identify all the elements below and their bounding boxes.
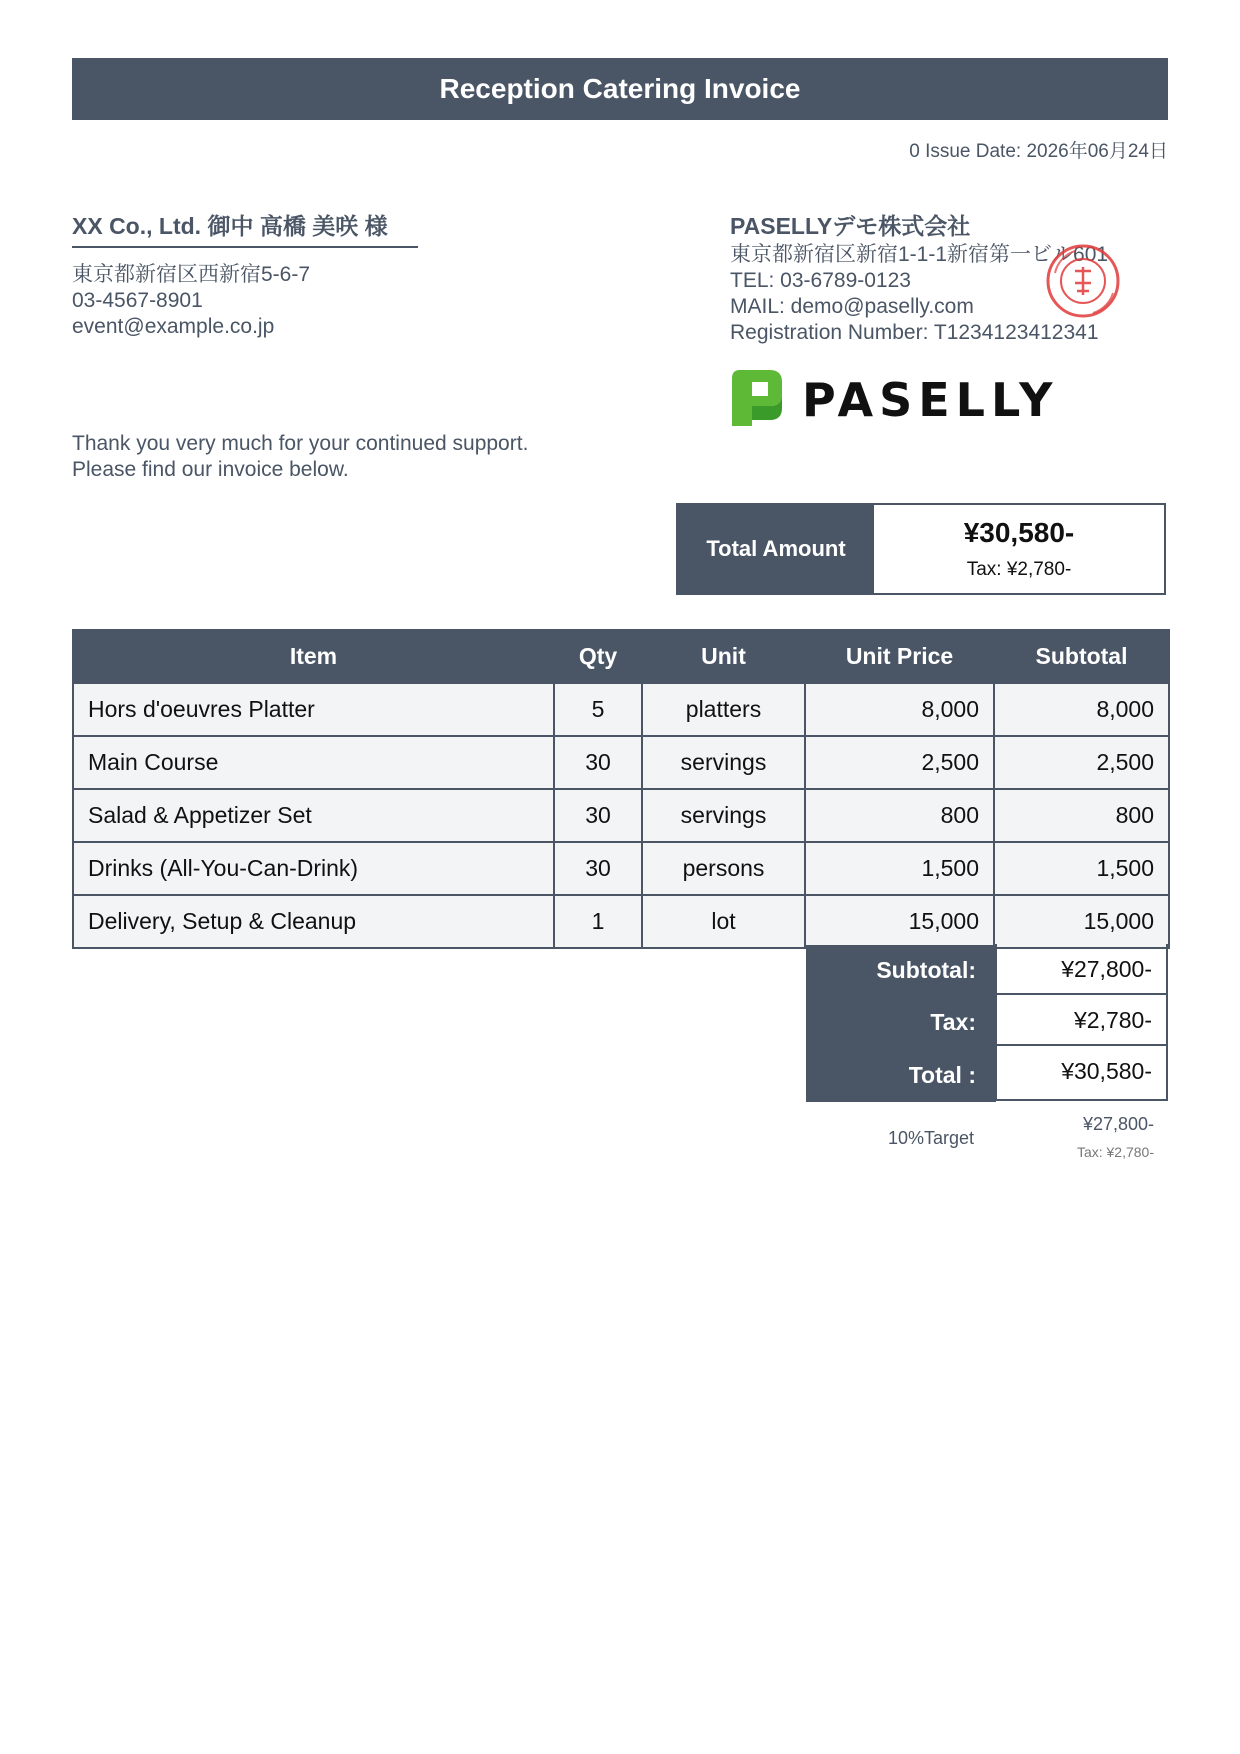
cell-unit-price: 800: [805, 789, 994, 842]
header-unit: Unit: [642, 630, 805, 683]
cell-subtotal: 2,500: [994, 736, 1169, 789]
cell-subtotal: 8,000: [994, 683, 1169, 736]
cell-unit: servings: [642, 736, 805, 789]
vendor-name: PASELLYデモ株式会社: [730, 213, 971, 239]
cell-unit-price: 8,000: [805, 683, 994, 736]
table-row: [73, 895, 1169, 948]
cell-qty: 30: [554, 789, 642, 842]
issue-date: 0 Issue Date: 2026年06月24日: [909, 141, 1168, 162]
tax-target-tax: Tax: ¥2,780-: [1076, 1144, 1154, 1160]
total-tax-value: Tax: ¥2,780-: [966, 559, 1072, 580]
cell-qty: 1: [554, 895, 642, 948]
summary-values: [995, 944, 1168, 1101]
cell-subtotal: 800: [994, 789, 1169, 842]
company-seal-icon: [1045, 243, 1121, 319]
header-unit-price: Unit Price: [805, 630, 994, 683]
paselly-logo-icon: [730, 368, 1060, 428]
thanks-line-2: Please find our invoice below.: [72, 458, 349, 481]
cell-unit: lot: [642, 895, 805, 948]
vendor-tel: TEL: 03-6789-0123: [730, 269, 911, 292]
table-header-row: [73, 630, 1169, 683]
items-table: [72, 629, 1170, 949]
client-address: 東京都新宿区西新宿5-6-7: [72, 263, 311, 286]
table-row: [73, 842, 1169, 895]
table-row: [73, 683, 1169, 736]
client-name: XX Co., Ltd. 御中 高橋 美咲 様: [72, 212, 418, 248]
header-subtotal: Subtotal: [994, 630, 1169, 683]
cell-unit: servings: [642, 789, 805, 842]
cell-subtotal: 15,000: [994, 895, 1169, 948]
total-amount-box: [676, 503, 1166, 595]
header-qty: Qty: [554, 630, 642, 683]
client-block: [72, 212, 418, 340]
cell-unit: persons: [642, 842, 805, 895]
summary-tax-label: Tax:: [930, 1009, 976, 1035]
client-email: event@example.co.jp: [72, 315, 275, 338]
tax-target-amount: ¥27,800-: [1082, 1114, 1154, 1134]
thanks-line-1: Thank you very much for your continued support.: [72, 432, 529, 455]
cell-unit-price: 1,500: [805, 842, 994, 895]
table-row: [73, 736, 1169, 789]
cell-unit: platters: [642, 683, 805, 736]
summary-tax-value: ¥2,780-: [997, 995, 1166, 1046]
cell-qty: 5: [554, 683, 642, 736]
cell-qty: 30: [554, 842, 642, 895]
vendor-registration: Registration Number: T1234123412341: [730, 321, 1099, 344]
cell-item: Hors d'oeuvres Platter: [73, 683, 554, 736]
table-row: [73, 789, 1169, 842]
tax-target-label: 10%Target: [888, 1128, 975, 1148]
summary-total-value: ¥30,580-: [1061, 1058, 1152, 1084]
cell-item: Delivery, Setup & Cleanup: [73, 895, 554, 948]
svg-text:PASELLY: PASELLY: [802, 373, 1059, 427]
summary-subtotal-label: Subtotal:: [876, 957, 976, 983]
summary-subtotal-value: ¥27,800-: [997, 944, 1166, 995]
total-amount-label: Total Amount: [678, 505, 874, 593]
cell-unit-price: 15,000: [805, 895, 994, 948]
cell-unit-price: 2,500: [805, 736, 994, 789]
summary-labels: [806, 945, 996, 1102]
cell-subtotal: 1,500: [994, 842, 1169, 895]
cell-qty: 30: [554, 736, 642, 789]
invoice-title: Reception Catering Invoice: [72, 58, 1168, 120]
vendor-mail: MAIL: demo@paselly.com: [730, 295, 974, 318]
client-phone: 03-4567-8901: [72, 289, 203, 312]
header-item: Item: [73, 630, 554, 683]
cell-item: Drinks (All-You-Can-Drink): [73, 842, 554, 895]
summary-total-label: Total :: [908, 1062, 976, 1088]
cell-item: Salad & Appetizer Set: [73, 789, 554, 842]
cell-item: Main Course: [73, 736, 554, 789]
thanks-message: [72, 431, 528, 483]
vendor-address: 東京都新宿区新宿1-1-1新宿第一ビル601: [730, 243, 1109, 266]
total-amount-value: ¥30,580-: [963, 517, 1075, 548]
